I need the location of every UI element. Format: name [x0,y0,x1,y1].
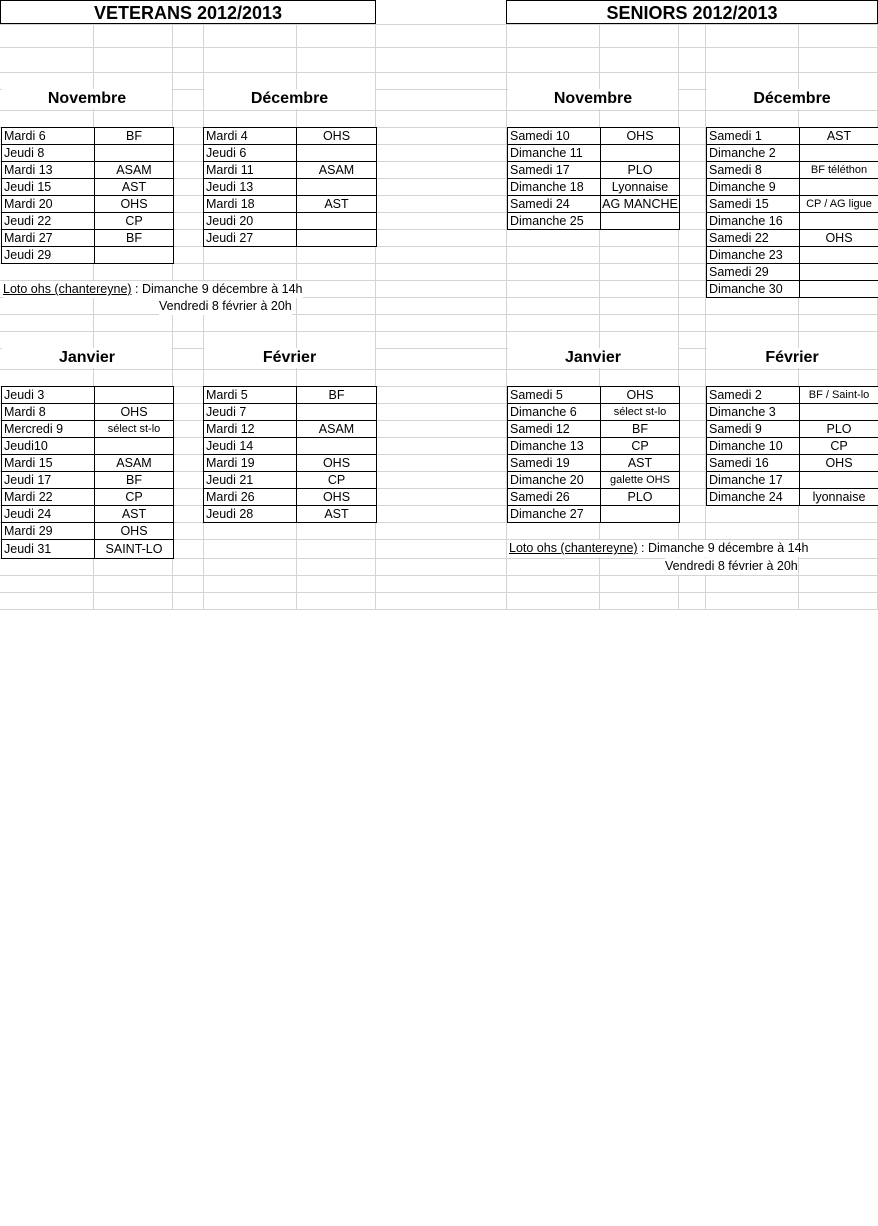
table-row [204,162,377,179]
event-cell: ASAM [95,455,174,472]
table-row [2,196,174,213]
date-cell: Mardi 5 [204,387,297,404]
event-cell: PLO [800,421,878,438]
date-cell: Samedi 9 [707,421,800,438]
date-cell: Dimanche 30 [707,281,800,298]
event-cell: BF téléthon [800,162,878,179]
date-cell: Dimanche 9 [707,179,800,196]
event-cell: AST [601,455,680,472]
event-cell [800,281,878,298]
date-cell: Mardi 22 [2,489,95,506]
event-cell [297,179,377,196]
table-row [2,438,174,455]
seniors-janvier-table [507,386,680,523]
date-cell: Mardi 4 [204,128,297,145]
seniors-loto-label: Loto ohs (chantereyne) [509,541,638,555]
gridline-row [0,314,878,315]
table-row [508,506,680,523]
event-cell: lyonnaise [800,489,878,506]
date-cell: Dimanche 2 [707,145,800,162]
table-row [707,421,878,438]
event-cell: ASAM [95,162,174,179]
event-cell: AST [297,506,377,523]
veterans-loto-line1: : Dimanche 9 décembre à 14h [131,282,303,296]
event-cell: OHS [297,128,377,145]
table-row [2,387,174,404]
table-row [508,145,680,162]
date-cell: Samedi 5 [508,387,601,404]
event-cell: AST [95,506,174,523]
date-cell: Mardi 12 [204,421,297,438]
date-cell: Jeudi10 [2,438,95,455]
date-cell: Mardi 26 [204,489,297,506]
date-cell: Mardi 13 [2,162,95,179]
event-cell [800,247,878,264]
seniors-loto-line2: Vendredi 8 février à 20h [665,559,798,573]
veterans-title: VETERANS 2012/2013 [0,0,376,24]
table-row [204,506,377,523]
event-cell: BF [95,128,174,145]
date-cell: Dimanche 3 [707,404,800,421]
table-row [2,404,174,421]
table-row [2,128,174,145]
table-row [2,230,174,247]
date-cell: Jeudi 15 [2,179,95,196]
table-row [707,455,878,472]
gridline-row [0,592,878,593]
date-cell: Jeudi 28 [204,506,297,523]
veterans-month-novembre: Novembre [2,89,172,109]
event-cell [95,145,174,162]
table-row [508,128,680,145]
table-row [508,196,680,213]
table-row [508,387,680,404]
veterans-loto-note [3,281,303,298]
seniors-fevrier-table [706,386,878,506]
event-cell [95,438,174,455]
event-cell: ASAM [297,421,377,438]
event-cell [95,247,174,264]
date-cell: Dimanche 13 [508,438,601,455]
event-cell [297,145,377,162]
table-row [707,247,878,264]
event-cell: AG MANCHE [602,197,678,211]
veterans-month-janvier: Janvier [2,348,172,368]
veterans-loto-line2: Vendredi 8 février à 20h [159,299,292,313]
table-row [2,179,174,196]
event-cell: OHS [297,455,377,472]
event-cell: BF [95,230,174,247]
event-cell: OHS [95,523,174,540]
gridline-row [0,575,878,576]
event-cell: CP [800,438,878,455]
table-row [707,162,878,179]
event-cell: ASAM [297,162,377,179]
seniors-loto-line1: : Dimanche 9 décembre à 14h [637,541,809,555]
spreadsheet [0,0,878,611]
table-row [204,179,377,196]
table-row [2,472,174,489]
gridline-row [0,609,878,610]
table-row [508,421,680,438]
table-row [508,404,680,421]
date-cell: Samedi 26 [508,489,601,506]
date-cell: Jeudi 14 [204,438,297,455]
table-row [2,247,174,264]
table-row [508,438,680,455]
date-cell: Jeudi 27 [204,230,297,247]
date-cell: Mardi 6 [2,128,95,145]
date-cell: Samedi 15 [707,196,800,213]
table-row [707,196,878,213]
table-row [707,145,878,162]
table-row [707,404,878,421]
event-cell: OHS [800,455,878,472]
date-cell: Mardi 15 [2,455,95,472]
date-cell: Jeudi 21 [204,472,297,489]
event-cell [601,506,680,523]
event-cell [800,213,878,230]
gridline-row [0,72,878,73]
event-cell [601,145,680,162]
event-cell: BF / Saint-lo [800,387,878,404]
date-cell: Samedi 24 [508,196,601,213]
event-cell: sélect st-lo [601,404,680,421]
event-cell: AST [297,196,377,213]
event-cell: BF [601,421,680,438]
date-cell: Mardi 18 [204,196,297,213]
event-cell: OHS [601,387,680,404]
table-row [508,179,680,196]
table-row [508,162,680,179]
seniors-month-fevrier: Février [707,348,877,368]
table-row [204,387,377,404]
date-cell: Jeudi 29 [2,247,95,264]
veterans-month-fevrier: Février [204,348,375,368]
event-cell: OHS [95,404,174,421]
table-row [707,128,878,145]
event-cell: CP [95,213,174,230]
event-cell [297,230,377,247]
seniors-novembre-table [507,127,680,230]
event-cell: OHS [297,489,377,506]
event-cell [800,179,878,196]
event-cell: galette OHS [601,472,680,489]
veterans-month-decembre: Décembre [204,89,375,109]
event-cell [601,213,680,230]
table-row [204,128,377,145]
table-row [2,455,174,472]
table-row [204,455,377,472]
date-cell: Samedi 22 [707,230,800,247]
date-cell: Dimanche 25 [508,213,601,230]
table-row [204,213,377,230]
table-row [2,506,174,523]
date-cell: Jeudi 3 [2,387,95,404]
seniors-month-decembre: Décembre [707,89,877,109]
seniors-title: SENIORS 2012/2013 [506,0,878,24]
table-row [707,281,878,298]
event-cell: OHS [95,196,174,213]
seniors-decembre-table [706,127,878,298]
table-row [2,162,174,179]
date-cell: Dimanche 17 [707,472,800,489]
gridline-row [0,47,878,48]
veterans-novembre-table [1,127,174,264]
date-cell: Jeudi 8 [2,145,95,162]
table-row [204,404,377,421]
event-cell: sélect st-lo [95,421,174,438]
table-row [2,145,174,162]
date-cell: Mardi 20 [2,196,95,213]
table-row [707,230,878,247]
date-cell: Jeudi 13 [204,179,297,196]
date-cell: Jeudi 6 [204,145,297,162]
table-row [707,264,878,281]
table-row [2,523,174,540]
event-cell: CP [95,489,174,506]
date-cell: Mardi 27 [2,230,95,247]
date-cell: Jeudi 20 [204,213,297,230]
event-cell: SAINT-LO [95,540,174,559]
date-cell: Jeudi 7 [204,404,297,421]
table-row [204,196,377,213]
date-cell: Mardi 11 [204,162,297,179]
gridline-row [0,331,878,332]
date-cell: Samedi 29 [707,264,800,281]
date-cell: Dimanche 11 [508,145,601,162]
date-cell: Dimanche 18 [508,179,601,196]
table-row [707,179,878,196]
event-cell [800,404,878,421]
date-cell: Samedi 10 [508,128,601,145]
table-row [204,472,377,489]
veterans-loto-label: Loto ohs (chantereyne) [3,282,132,296]
event-cell: OHS [601,128,680,145]
date-cell: Samedi 2 [707,387,800,404]
table-row [707,213,878,230]
veterans-janvier-table [1,386,174,559]
event-cell: PLO [601,489,680,506]
date-cell: Samedi 19 [508,455,601,472]
date-cell: Dimanche 16 [707,213,800,230]
date-cell: Dimanche 10 [707,438,800,455]
event-cell [297,438,377,455]
date-cell: Mardi 29 [2,523,95,540]
veterans-fevrier-table [203,386,377,523]
date-cell: Samedi 16 [707,455,800,472]
date-cell: Dimanche 24 [707,489,800,506]
date-cell: Jeudi 24 [2,506,95,523]
date-cell: Dimanche 23 [707,247,800,264]
table-row [204,421,377,438]
date-cell: Jeudi 17 [2,472,95,489]
date-cell: Mercredi 9 [2,421,95,438]
event-cell [800,472,878,489]
table-row [707,438,878,455]
event-cell: BF [297,387,377,404]
seniors-month-novembre: Novembre [508,89,678,109]
date-cell: Jeudi 22 [2,213,95,230]
event-cell: AST [95,179,174,196]
date-cell: Mardi 19 [204,455,297,472]
event-cell: BF [95,472,174,489]
date-cell: Samedi 17 [508,162,601,179]
gridline-row [0,110,878,111]
table-row [508,472,680,489]
table-row [204,438,377,455]
date-cell: Dimanche 20 [508,472,601,489]
seniors-month-janvier: Janvier [508,348,678,368]
event-cell: PLO [601,162,680,179]
event-cell: AST [800,128,878,145]
seniors-loto-note [509,540,809,557]
event-cell: CP [297,472,377,489]
date-cell: Mardi 8 [2,404,95,421]
table-row [707,472,878,489]
date-cell: Jeudi 31 [2,540,95,559]
table-row [204,489,377,506]
table-row [707,387,878,404]
table-row [508,213,680,230]
table-row [2,213,174,230]
veterans-decembre-table [203,127,377,247]
date-cell: Samedi 8 [707,162,800,179]
table-row [2,489,174,506]
date-cell: Samedi 1 [707,128,800,145]
table-row [707,489,878,506]
table-row [204,230,377,247]
event-cell: CP [601,438,680,455]
event-cell [800,145,878,162]
table-row [2,540,174,559]
table-row [508,455,680,472]
event-cell [800,264,878,281]
gridline-row [0,369,878,370]
event-cell: OHS [800,230,878,247]
event-cell: Lyonnaise [601,179,680,196]
table-row [2,421,174,438]
gridline-col [705,0,706,610]
date-cell: Samedi 12 [508,421,601,438]
date-cell: Dimanche 27 [508,506,601,523]
event-cell [297,404,377,421]
event-cell: CP / AG ligue [800,196,878,213]
table-row [204,145,377,162]
event-cell [297,213,377,230]
event-cell [95,387,174,404]
date-cell: Dimanche 6 [508,404,601,421]
table-row [508,489,680,506]
